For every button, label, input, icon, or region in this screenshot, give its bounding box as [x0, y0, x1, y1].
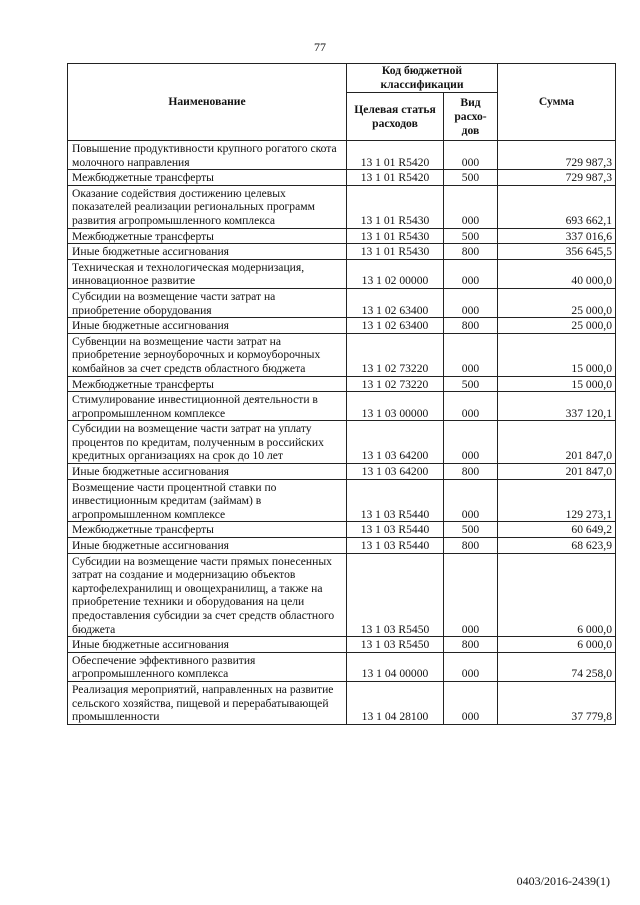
- row-sum: 729 987,3: [498, 170, 616, 186]
- header-name: Наименование: [68, 64, 347, 141]
- row-name: Реализация мероприятий, направленных на развитие сельского хозяйства, пищевой и перерабатывающей промышленности: [68, 681, 347, 724]
- row-name: Субвенции на возмещение части затрат на приобретение зерноуборочных и кормоуборочных комбайнов за счет средств областного бюджета: [68, 333, 347, 376]
- row-name: Межбюджетные трансферты: [68, 522, 347, 538]
- table-row: [68, 553, 616, 637]
- row-expense-type: 000: [444, 392, 498, 421]
- table-row: [68, 464, 616, 480]
- row-expense-type: 800: [444, 637, 498, 653]
- row-target-code: 13 1 03 R5440: [347, 538, 444, 554]
- row-name: Межбюджетные трансферты: [68, 376, 347, 392]
- table-row: [68, 538, 616, 554]
- row-sum: 60 649,2: [498, 522, 616, 538]
- table-row: [68, 244, 616, 260]
- row-target-code: 13 1 03 64200: [347, 464, 444, 480]
- row-name: Субсидии на возмещение части прямых понесенных затрат на создание и модернизацию объектов картофелехранилищ и овощехранилищ, а также на приобретение техники и оборудования на цели предоставления субсидии за счет средств областного бюджета: [68, 553, 347, 637]
- table-row: [68, 318, 616, 334]
- row-sum: 356 645,5: [498, 244, 616, 260]
- row-target-code: 13 1 02 73220: [347, 333, 444, 376]
- row-target-code: 13 1 01 R5420: [347, 141, 444, 170]
- row-target-code: 13 1 03 64200: [347, 421, 444, 464]
- row-name: Оказание содействия достижению целевых показателей реализации региональных программ развития агропромышленного комплекса: [68, 185, 347, 228]
- table-row: [68, 681, 616, 724]
- row-target-code: 13 1 03 R5450: [347, 637, 444, 653]
- row-sum: 40 000,0: [498, 259, 616, 288]
- page-number: 77: [314, 40, 326, 54]
- row-target-code: 13 1 02 63400: [347, 318, 444, 334]
- row-name: Иные бюджетные ассигнования: [68, 244, 347, 260]
- row-expense-type: 800: [444, 244, 498, 260]
- row-target-code: 13 1 04 28100: [347, 681, 444, 724]
- row-target-code: 13 1 04 00000: [347, 652, 444, 681]
- document-code: 0403/2016-2439(1): [516, 874, 610, 888]
- row-name: Стимулирование инвестиционной деятельности в агропромышленном комплексе: [68, 392, 347, 421]
- row-sum: 693 662,1: [498, 185, 616, 228]
- row-sum: 37 779,8: [498, 681, 616, 724]
- row-sum: 201 847,0: [498, 464, 616, 480]
- row-expense-type: 000: [444, 652, 498, 681]
- row-target-code: 13 1 02 63400: [347, 288, 444, 317]
- row-expense-type: 500: [444, 522, 498, 538]
- table-row: [68, 333, 616, 376]
- header-code-group: Код бюджетной классификации: [347, 64, 498, 93]
- row-sum: 15 000,0: [498, 333, 616, 376]
- header-target: Целевая статья расходов: [347, 93, 444, 141]
- table-row: [68, 522, 616, 538]
- row-name: Иные бюджетные ассигнования: [68, 318, 347, 334]
- row-expense-type: 800: [444, 538, 498, 554]
- row-sum: 6 000,0: [498, 637, 616, 653]
- row-target-code: 13 1 01 R5430: [347, 228, 444, 244]
- row-name: Межбюджетные трансферты: [68, 228, 347, 244]
- table-row: [68, 376, 616, 392]
- row-name: Иные бюджетные ассигнования: [68, 538, 347, 554]
- table-row: [68, 259, 616, 288]
- table-row: [68, 185, 616, 228]
- row-name: Иные бюджетные ассигнования: [68, 637, 347, 653]
- table-row: [68, 228, 616, 244]
- table-row: [68, 141, 616, 170]
- row-sum: 74 258,0: [498, 652, 616, 681]
- row-expense-type: 500: [444, 376, 498, 392]
- row-name: Субсидии на возмещение части затрат на приобретение оборудования: [68, 288, 347, 317]
- row-target-code: 13 1 01 R5430: [347, 244, 444, 260]
- row-expense-type: 800: [444, 464, 498, 480]
- row-target-code: 13 1 02 73220: [347, 376, 444, 392]
- row-expense-type: 000: [444, 421, 498, 464]
- row-expense-type: 500: [444, 228, 498, 244]
- row-target-code: 13 1 02 00000: [347, 259, 444, 288]
- row-target-code: 13 1 03 R5440: [347, 479, 444, 522]
- row-expense-type: 000: [444, 333, 498, 376]
- row-sum: 337 120,1: [498, 392, 616, 421]
- row-target-code: 13 1 03 R5440: [347, 522, 444, 538]
- budget-table: [67, 63, 616, 725]
- row-expense-type: 000: [444, 259, 498, 288]
- table-row: [68, 170, 616, 186]
- row-sum: 15 000,0: [498, 376, 616, 392]
- row-name: Межбюджетные трансферты: [68, 170, 347, 186]
- row-sum: 729 987,3: [498, 141, 616, 170]
- table-row: [68, 479, 616, 522]
- table-row: [68, 288, 616, 317]
- row-target-code: 13 1 03 R5450: [347, 553, 444, 637]
- table-body: [68, 141, 616, 725]
- table-row: [68, 392, 616, 421]
- table-row: [68, 421, 616, 464]
- row-expense-type: 000: [444, 479, 498, 522]
- row-sum: 129 273,1: [498, 479, 616, 522]
- row-expense-type: 000: [444, 185, 498, 228]
- row-name: Субсидии на возмещение части затрат на уплату процентов по кредитам, полученным в российских кредитных организациях на срок до 10 лет: [68, 421, 347, 464]
- row-expense-type: 000: [444, 288, 498, 317]
- row-name: Техническая и технологическая модернизация, инновационное развитие: [68, 259, 347, 288]
- row-name: Повышение продуктивности крупного рогатого скота молочного направления: [68, 141, 347, 170]
- row-expense-type: 800: [444, 318, 498, 334]
- row-sum: 25 000,0: [498, 318, 616, 334]
- row-name: Обеспечение эффективного развития агропромышленного комплекса: [68, 652, 347, 681]
- table-row: [68, 652, 616, 681]
- row-expense-type: 500: [444, 170, 498, 186]
- row-sum: 201 847,0: [498, 421, 616, 464]
- row-target-code: 13 1 01 R5420: [347, 170, 444, 186]
- row-expense-type: 000: [444, 141, 498, 170]
- row-name: Иные бюджетные ассигнования: [68, 464, 347, 480]
- row-sum: 25 000,0: [498, 288, 616, 317]
- row-target-code: 13 1 03 00000: [347, 392, 444, 421]
- row-expense-type: 000: [444, 681, 498, 724]
- header-type: Вид расхо-дов: [444, 93, 498, 141]
- row-sum: 68 623,9: [498, 538, 616, 554]
- row-sum: 6 000,0: [498, 553, 616, 637]
- row-expense-type: 000: [444, 553, 498, 637]
- row-name: Возмещение части процентной ставки по инвестиционным кредитам (займам) в агропромышленном комплексе: [68, 479, 347, 522]
- row-target-code: 13 1 01 R5430: [347, 185, 444, 228]
- row-sum: 337 016,6: [498, 228, 616, 244]
- table-row: [68, 637, 616, 653]
- header-sum: Сумма: [498, 64, 616, 141]
